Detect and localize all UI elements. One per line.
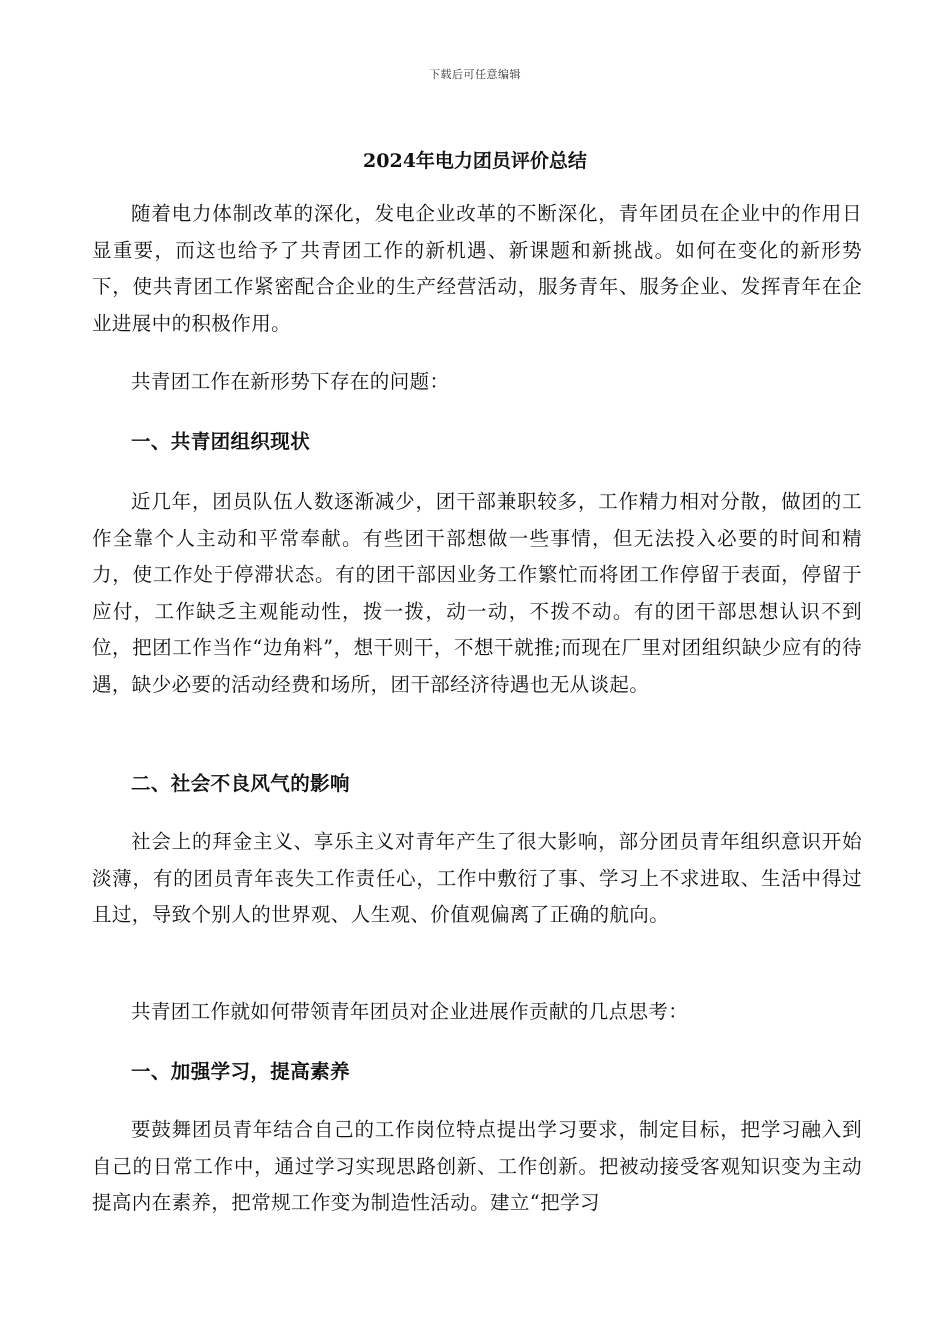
- document-title: 2024年电力团员评价总结: [363, 150, 587, 172]
- paragraph-study: 要鼓舞团员青年结合自己的工作岗位特点提出学习要求，制定目标，把学习融入到自己的日常工作中，通过学习实现思路创新、工作创新。把被动接受客观知识变为主动提高内在素养，把常规工作变为制造性活动。建立“把学习: [92, 1118, 862, 1214]
- section-heading-3: 一、加强学习，提高素养: [131, 1060, 350, 1083]
- paragraph-problems-intro: 共青团工作在新形势下存在的问题：: [131, 370, 450, 393]
- section-heading-2: 二、社会不良风气的影响: [131, 772, 350, 795]
- paragraph-social-influence: 社会上的拜金主义、享乐主义对青年产生了很大影响，部分团员青年组织意识开始淡薄，有的团员青年丧失工作责任心，工作中敷衍了事、学习上不求进取、生活中得过且过，导致个别人的世界观、人生观、价值观偏离了正确的航向。: [92, 830, 862, 926]
- paragraph-thoughts-intro: 共青团工作就如何带领青年团员对企业进展作贡献的几点思考：: [131, 1000, 689, 1023]
- paragraph-org-status: 近几年，团员队伍人数逐渐减少，团干部兼职较多，工作精力相对分散，做团的工作全靠个人主动和平常奉献。有些团干部想做一些事情，但无法投入必要的时间和精力，使工作处于停滞状态。有的团干部因业务工作繁忙而将团工作停留于表面，停留于应付，工作缺乏主观能动性，拨一拨，动一动，不拨不动。有的团干部思想认识不到位，把团工作当作“边角料”，想干则干，不想干就推;而现在厂里对团组织缺少应有的待遇，缺少必要的活动经费和场所，团干部经济待遇也无从谈起。: [92, 490, 862, 696]
- header-note: 下载后可任意编辑: [429, 68, 521, 81]
- section-heading-1: 一、共青团组织现状: [131, 430, 311, 453]
- paragraph-intro: 随着电力体制改革的深化，发电企业改革的不断深化，青年团员在企业中的作用日显重要，而这也给予了共青团工作的新机遇、新课题和新挑战。如何在变化的新形势下，使共青团工作紧密配合企业的生产经营活动，服务青年、服务企业、发挥青年在企业进展中的积极作用。: [92, 202, 862, 335]
